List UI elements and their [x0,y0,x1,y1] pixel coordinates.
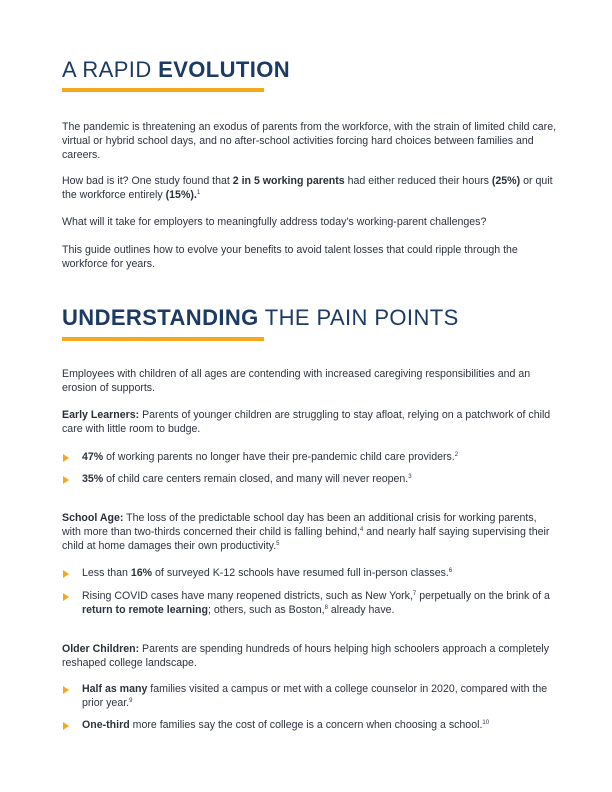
bullet-triangle-icon [63,686,69,694]
bullet-triangle-icon [63,593,69,601]
paragraph: Employees with children of all ages are contending with increased caregiving responsibilities and an erosion of supports. [62,368,531,394]
paragraph: This guide outlines how to evolve your benefits to avoid talent losses that could ripple through the workforce for years. [62,244,518,270]
paragraph: The pandemic is threatening an exodus of parents from the workforce, with the strain of limited child care, virtual or hybrid school days, and no after-school activities forcing hard choices between families and careers. [62,121,557,161]
paragraph-early-learners: Early Learners: Parents of younger children are struggling to stay afloat, relying on a patchwork of child care with little room to budge. [62,409,551,435]
paragraph-older-children: Older Children: Parents are spending hundreds of hours helping high schoolers approach a completely reshaped college landscape. [62,643,549,669]
bullet-triangle-icon [63,570,69,578]
section-title-rapid-evolution: A RAPID EVOLUTION [62,57,291,82]
paragraph: What will it take for employers to meaningfully address today’s working-parent challenges? [62,216,487,228]
bullet-triangle-icon [63,476,69,484]
section-title-pain-points: UNDERSTANDING THE PAIN POINTS [62,305,459,330]
paragraph: How bad is it? One study found that 2 in 5 working parents had either reduced their hours (25%) or quit the workforce entirely (15%).$^1$ [62,175,553,201]
accent-rule [62,88,264,92]
paragraph-school-age: School Age: The loss of the predictable school day has been an additional crisis for working parents, with more than two-thirds concerned their child is falling behind,$^4$ and nearly half saying supervising their child at home damages their own productivity.$^5$ [62,512,550,552]
bullet-triangle-icon [63,454,69,462]
accent-rule [62,337,264,341]
bullet-triangle-icon [63,722,69,730]
